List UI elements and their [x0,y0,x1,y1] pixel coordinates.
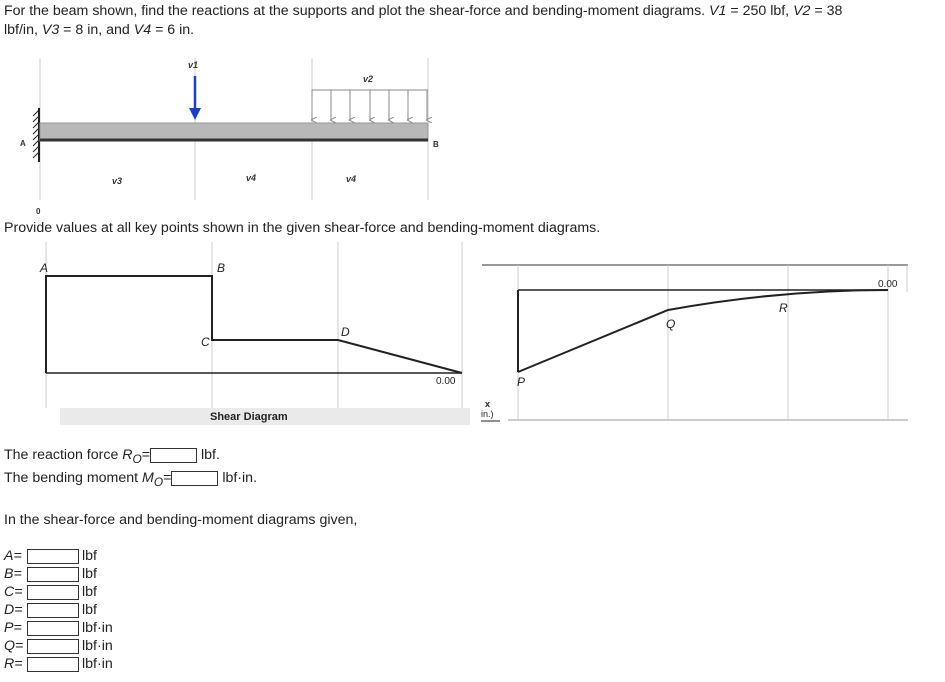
beam-body [40,123,428,141]
answer-row-p: P= lbf·in [4,620,113,636]
answer-input-c[interactable] [27,585,79,600]
answer-input-p[interactable] [27,621,79,636]
answer-row-d: D= lbf [4,602,97,618]
bending-moment-row: The bending moment $M_O= lbf\cdot in$. [4,470,258,489]
fixed-support-icon [33,108,39,162]
shear-zero-label: 0.00 [436,376,456,387]
distributed-load-icon [312,90,428,120]
bending-moment-input[interactable] [171,471,218,486]
shear-curve [46,276,462,373]
answer-input-a[interactable] [27,549,79,564]
reaction-force-row: The reaction force $R_O=$ lbf. [4,447,220,466]
problem-statement: For the beam shown, find the reactions at the supports and plot the shear-force and bending-moment diagrams. V1 = 250 lbf, V2 = 38 lbf/in, V3 = 8 in, and V4 = 6 in. [4,3,843,38]
origin-label: 0 [36,207,41,216]
dim1-label: v3 [112,176,123,186]
v4-symbol: V4 [133,22,152,38]
moment-point-p: P [517,375,526,389]
clipped-text-strip [4,236,154,241]
shear-point-d: D [341,325,350,339]
moment-x-unit: in.) [481,409,494,419]
moment-zero-label: 0.00 [878,279,898,290]
answer-row-c: C= lbf [4,584,97,600]
moment-curve [518,290,888,372]
shear-title: Shear Diagram [210,411,288,423]
right-end-label: B [433,140,439,149]
moment-diagram [478,262,918,428]
left-end-label: A [20,139,26,148]
shear-diagram [0,242,475,427]
shear-point-c: C [201,335,210,349]
answer-input-q[interactable] [27,639,79,654]
v2-symbol: V2 [793,3,811,19]
load1-label: v1 [188,60,199,70]
answer-row-a: A= lbf [4,548,97,564]
shear-point-b: B [217,261,226,275]
beam-figure [0,50,460,220]
v3-symbol: V3 [41,22,60,38]
v1-symbol: V1 [709,3,727,19]
answer-input-r[interactable] [27,657,79,672]
point-load-arrow-icon [189,76,201,120]
shear-point-a: A [40,261,49,275]
moment-point-q: Q [666,317,676,331]
moment-x-label: x [485,399,491,409]
load2-label: v2 [363,74,374,84]
reaction-force-input[interactable] [150,448,197,463]
dim2-label: v4 [246,173,257,183]
prompt-diagrams: In the shear-force and bending-moment diagrams given, [4,512,358,528]
moment-point-r: R [779,301,788,315]
answer-row-q: Q= lbf·in [4,638,113,654]
answer-row-b: B= lbf [4,566,97,582]
dim3-label: v4 [346,174,357,184]
prompt-key-points: Provide values at all key points shown in the given shear-force and bending-moment diagrams. [4,220,601,236]
answer-input-b[interactable] [27,567,79,582]
answer-row-r: R= lbf·in [4,656,113,672]
answer-input-d[interactable] [27,603,79,618]
